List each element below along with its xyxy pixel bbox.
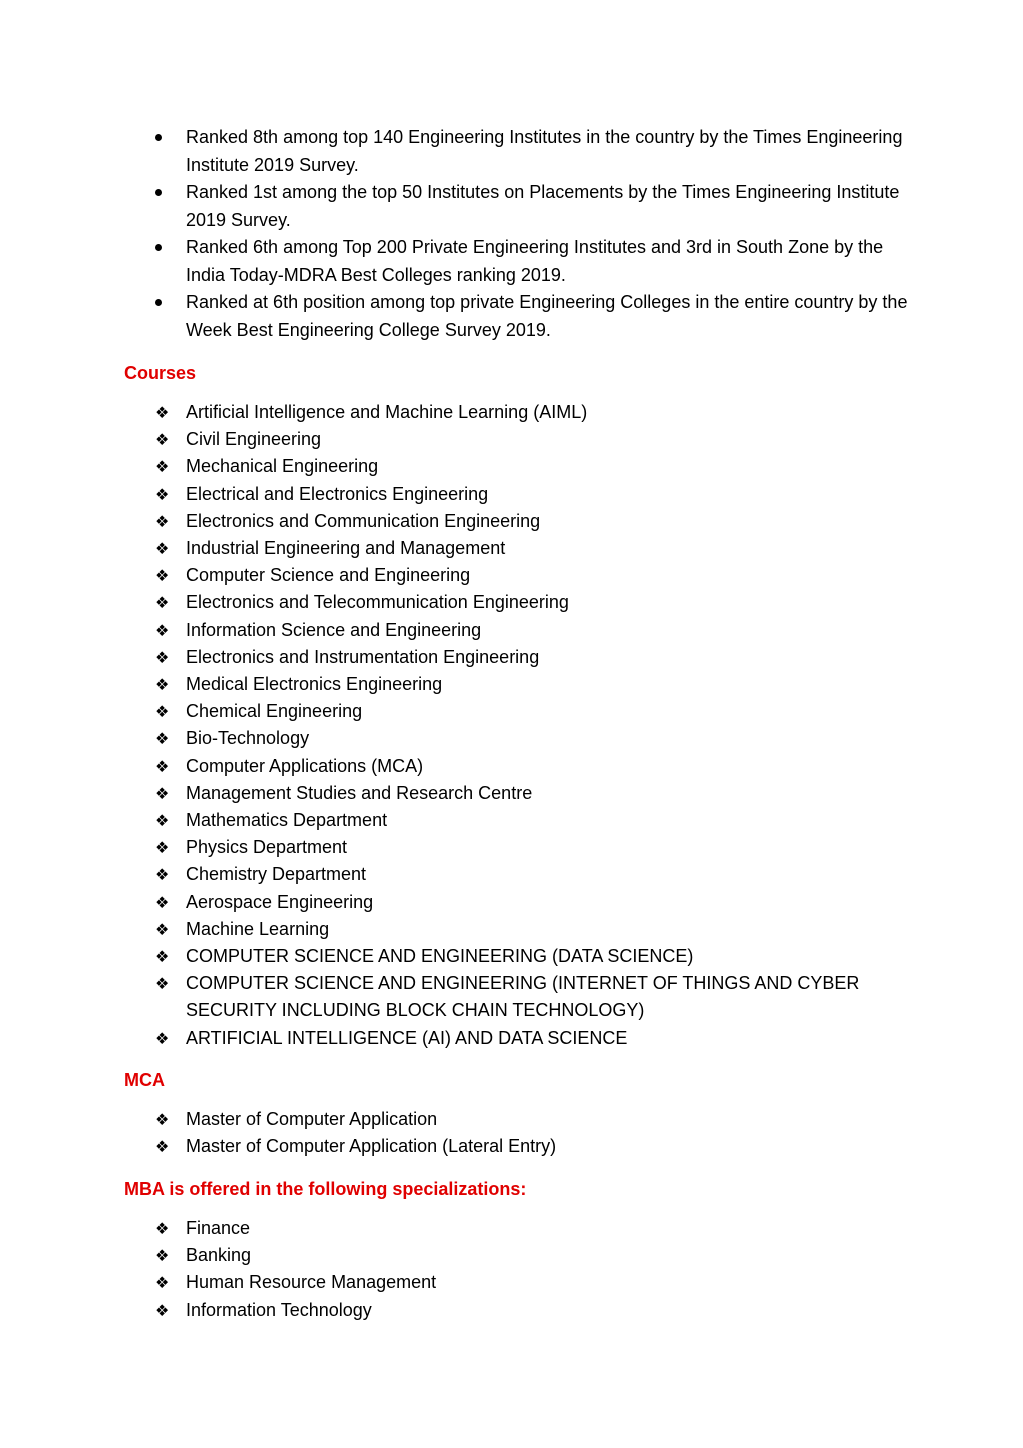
diamond-bullet-icon: ❖ xyxy=(155,1028,170,1048)
ranking-text: Ranked at 6th position among top private Engineering Colleges in the entire country by the Week Best Engineering College Survey 2019. xyxy=(186,292,908,340)
diamond-bullet-icon: ❖ xyxy=(155,511,170,531)
diamond-bullet-icon: ❖ xyxy=(155,593,170,613)
bullet-icon xyxy=(155,299,162,306)
course-text: Mathematics Department xyxy=(186,810,388,831)
mca-list xyxy=(150,1106,910,1160)
diamond-bullet-icon: ❖ xyxy=(155,756,170,776)
mca-text: Master of Computer Application xyxy=(186,1109,438,1129)
list-item xyxy=(150,124,910,179)
course-text: Electronics and Communication Engineering xyxy=(186,510,541,531)
list-item xyxy=(150,453,910,480)
mba-list xyxy=(150,1215,910,1324)
diamond-bullet-icon: ❖ xyxy=(155,675,170,695)
diamond-bullet-icon: ❖ xyxy=(155,566,170,586)
list-item xyxy=(150,399,910,426)
course-text: Industrial Engineering and Management xyxy=(186,538,506,559)
list-item xyxy=(150,807,910,834)
list-item xyxy=(150,179,910,234)
ranking-text: Ranked 1st among the top 50 Institutes on Placements by the Times Engineering Institute 2019 Survey. xyxy=(186,182,900,230)
list-item xyxy=(150,481,910,508)
mca-text: Master of Computer Application (Lateral Entry) xyxy=(186,1136,557,1157)
course-text: Computer Science and Engineering xyxy=(186,565,471,586)
list-item xyxy=(150,753,910,780)
rankings-list xyxy=(150,124,910,344)
diamond-bullet-icon: ❖ xyxy=(155,1246,170,1266)
course-text: Computer Applications (MCA) xyxy=(186,755,424,776)
course-text: Chemistry Department xyxy=(186,864,367,885)
diamond-bullet-icon: ❖ xyxy=(155,919,170,939)
ranking-text: Ranked 8th among top 140 Engineering Institutes in the country by the Times Engineering Institute 2019 Survey. xyxy=(186,127,903,175)
list-item xyxy=(150,725,910,752)
list-item xyxy=(150,1242,910,1269)
diamond-bullet-icon: ❖ xyxy=(155,729,170,749)
course-text: Information Science and Engineering xyxy=(186,619,482,640)
course-text: Electrical and Electronics Engineering xyxy=(186,483,489,504)
mba-text: Banking xyxy=(186,1245,252,1266)
list-item xyxy=(150,671,910,698)
mba-heading: MBA is offered in the following specializations: xyxy=(124,1179,527,1199)
diamond-bullet-icon: ❖ xyxy=(155,539,170,559)
course-text: Electronics and Telecommunication Engineering xyxy=(186,592,569,613)
list-item xyxy=(150,644,910,671)
list-item xyxy=(150,234,910,289)
course-text: Civil Engineering xyxy=(186,429,322,450)
course-text: Mechanical Engineering xyxy=(186,456,379,477)
diamond-bullet-icon: ❖ xyxy=(155,892,170,912)
diamond-bullet-icon: ❖ xyxy=(155,1219,170,1238)
ranking-text: Ranked 6th among Top 200 Private Engineering Institutes and 3rd in South Zone by the India Today-MDRA Best Colleges ranking 2019. xyxy=(186,237,884,285)
list-item xyxy=(150,1025,910,1052)
diamond-bullet-icon: ❖ xyxy=(155,1273,170,1293)
list-item xyxy=(150,943,910,970)
diamond-bullet-icon: ❖ xyxy=(155,484,170,504)
course-text: Aerospace Engineering xyxy=(186,891,374,912)
list-item xyxy=(150,508,910,535)
course-text: ARTIFICIAL INTELLIGENCE (AI) AND DATA SCIENCE xyxy=(186,1027,628,1048)
course-text: Bio-Technology xyxy=(186,728,310,749)
list-item xyxy=(150,834,910,861)
course-text: COMPUTER SCIENCE AND ENGINEERING (INTERNET OF THINGS AND CYBER SECURITY INCLUDING BLOCK CHAIN TECHNOLOGY) xyxy=(186,973,860,1021)
course-text: Management Studies and Research Centre xyxy=(186,782,533,803)
diamond-bullet-icon: ❖ xyxy=(155,620,170,640)
diamond-bullet-icon: ❖ xyxy=(155,1137,170,1157)
list-item xyxy=(150,1215,910,1242)
diamond-bullet-icon: ❖ xyxy=(155,457,170,477)
diamond-bullet-icon: ❖ xyxy=(155,865,170,885)
diamond-bullet-icon: ❖ xyxy=(155,647,170,667)
mba-text: Human Resource Management xyxy=(186,1272,437,1293)
course-text: Chemical Engineering xyxy=(186,701,363,722)
list-item xyxy=(150,1106,910,1133)
bullet-icon xyxy=(155,134,162,141)
courses-heading: Courses xyxy=(124,363,197,383)
list-item xyxy=(150,780,910,807)
list-item xyxy=(150,916,910,943)
diamond-bullet-icon: ❖ xyxy=(155,403,170,422)
diamond-bullet-icon: ❖ xyxy=(155,702,170,722)
bullet-icon xyxy=(155,244,162,251)
diamond-bullet-icon: ❖ xyxy=(155,947,170,967)
list-item xyxy=(150,426,910,453)
list-item xyxy=(150,970,910,1024)
list-item xyxy=(150,1269,910,1296)
mba-text: Finance xyxy=(186,1218,251,1238)
list-item xyxy=(150,1133,910,1160)
course-text: Machine Learning xyxy=(186,918,330,939)
list-item xyxy=(150,889,910,916)
course-text: Medical Electronics Engineering xyxy=(186,674,443,695)
diamond-bullet-icon: ❖ xyxy=(155,1300,170,1320)
list-item xyxy=(150,861,910,888)
courses-list xyxy=(150,399,910,1052)
diamond-bullet-icon: ❖ xyxy=(155,783,170,803)
list-item xyxy=(150,1297,910,1324)
mca-heading: MCA xyxy=(124,1070,165,1090)
list-item xyxy=(150,562,910,589)
list-item xyxy=(150,617,910,644)
course-text: COMPUTER SCIENCE AND ENGINEERING (DATA SCIENCE) xyxy=(186,946,694,967)
diamond-bullet-icon: ❖ xyxy=(155,430,170,450)
course-text: Physics Department xyxy=(186,837,348,858)
diamond-bullet-icon: ❖ xyxy=(155,811,170,831)
bullet-icon xyxy=(155,189,162,196)
list-item xyxy=(150,589,910,616)
mba-text: Information Technology xyxy=(186,1299,372,1320)
diamond-bullet-icon: ❖ xyxy=(155,1110,170,1129)
course-text: Artificial Intelligence and Machine Learning (AIML) xyxy=(186,402,588,422)
list-item xyxy=(150,289,910,344)
list-item xyxy=(150,535,910,562)
diamond-bullet-icon: ❖ xyxy=(155,838,170,858)
diamond-bullet-icon: ❖ xyxy=(155,974,170,994)
course-text: Electronics and Instrumentation Engineering xyxy=(186,646,540,667)
list-item xyxy=(150,698,910,725)
